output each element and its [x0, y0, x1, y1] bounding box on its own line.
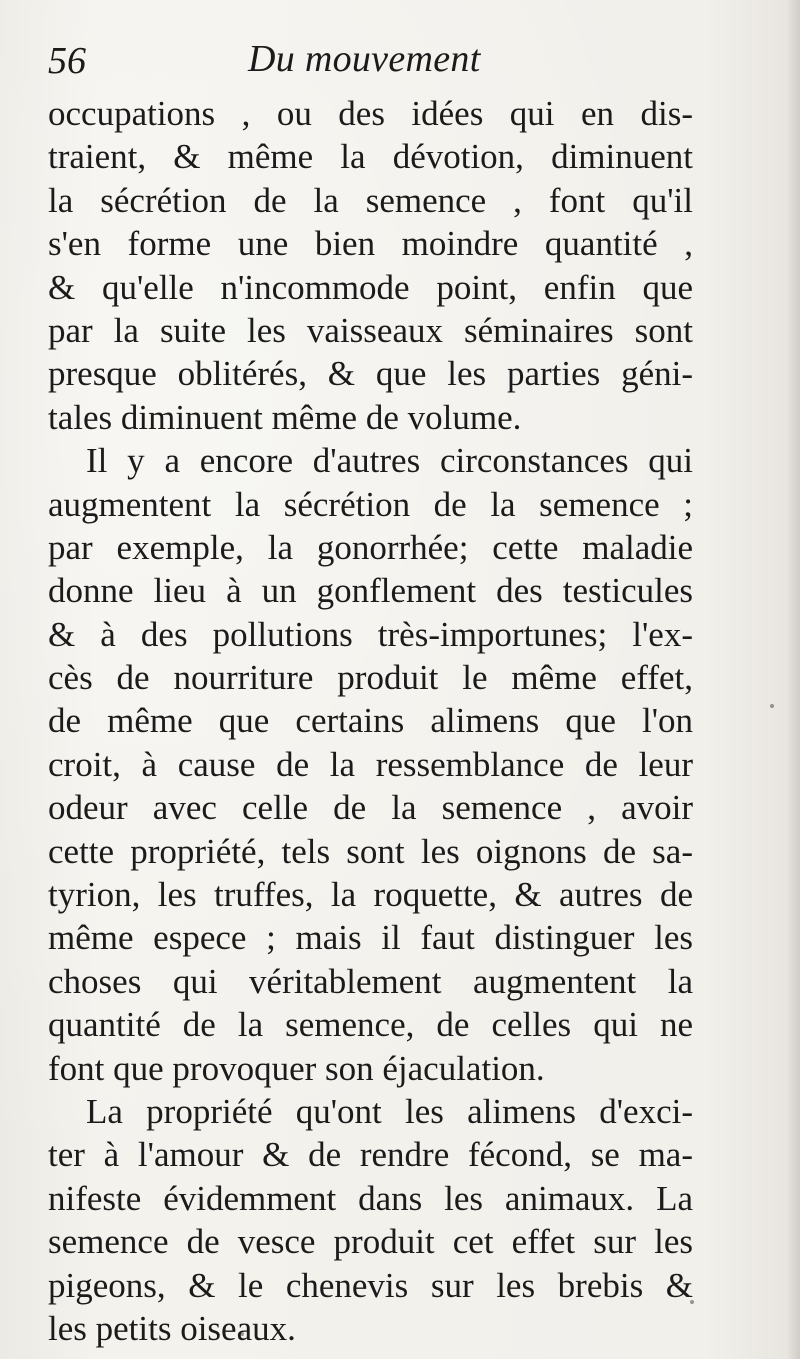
page-number: 56: [48, 40, 86, 82]
paper-speck: [770, 704, 774, 708]
text-line: donne lieu à un gonflement des testicules: [48, 571, 693, 611]
text-line: augmentent la sécrétion de la semence ;: [48, 484, 693, 524]
text-line: presque oblitérés, & que les parties géni-: [48, 354, 693, 394]
text-line: quantité de la semence, de celles qui ne: [48, 1005, 693, 1045]
text-line: & qu'elle n'incommode point, enfin que: [48, 267, 693, 307]
paragraph-end-line: tales diminuent même de volume.: [48, 397, 522, 437]
paragraph-end-line: font que provoquer son éjaculation.: [48, 1048, 545, 1088]
text-line: occupations , ou des idées qui en dis-: [48, 94, 693, 133]
page-edge-shadow: [786, 0, 800, 1359]
body-text: [48, 92, 693, 1350]
text-line: la sécrétion de la semence , font qu'il: [48, 180, 693, 220]
paragraph-start-line: Il y a encore d'autres circonstances qui: [86, 441, 693, 481]
text-line: pigeons, & le chenevis sur les brebis &: [48, 1265, 693, 1305]
text-line: de même que certains alimens que l'on: [48, 701, 693, 741]
text-line: s'en forme une bien moindre quantité ,: [48, 224, 693, 264]
text-line: choses qui véritablement augmentent la: [48, 961, 693, 1001]
text-line: tyrion, les truffes, la roquette, & autres de: [48, 875, 693, 915]
text-line: croit, à cause de la ressemblance de leur: [48, 744, 693, 784]
text-line: par la suite les vaisseaux séminaires sont: [48, 310, 693, 350]
running-title: Du mouvement: [248, 38, 481, 80]
paper-speck: [240, 1332, 244, 1336]
paragraph-end-line: les petits oiseaux.: [48, 1308, 296, 1348]
text-line: cette propriété, tels sont les oignons de sa-: [48, 831, 693, 871]
text-line: par exemple, la gonorrhée; cette maladie: [48, 527, 693, 567]
text-line: & à des pollutions très-importunes; l'ex-: [48, 614, 693, 654]
text-line: cès de nourriture produit le même effet,: [48, 658, 693, 698]
text-line: semence de vesce produit cet effet sur les: [48, 1222, 693, 1262]
text-line: nifeste évidemment dans les animaux. La: [48, 1178, 693, 1218]
text-line: traient, & même la dévotion, diminuent: [48, 137, 693, 177]
text-line: odeur avec celle de la semence , avoir: [48, 788, 693, 828]
text-line: même espece ; mais il faut distinguer les: [48, 918, 693, 958]
text-line: ter à l'amour & de rendre fécond, se ma-: [48, 1135, 693, 1175]
page-header: [48, 38, 698, 88]
paragraph-start-line: La propriété qu'ont les alimens d'exci-: [86, 1091, 693, 1131]
paper-speck: [690, 1300, 694, 1304]
